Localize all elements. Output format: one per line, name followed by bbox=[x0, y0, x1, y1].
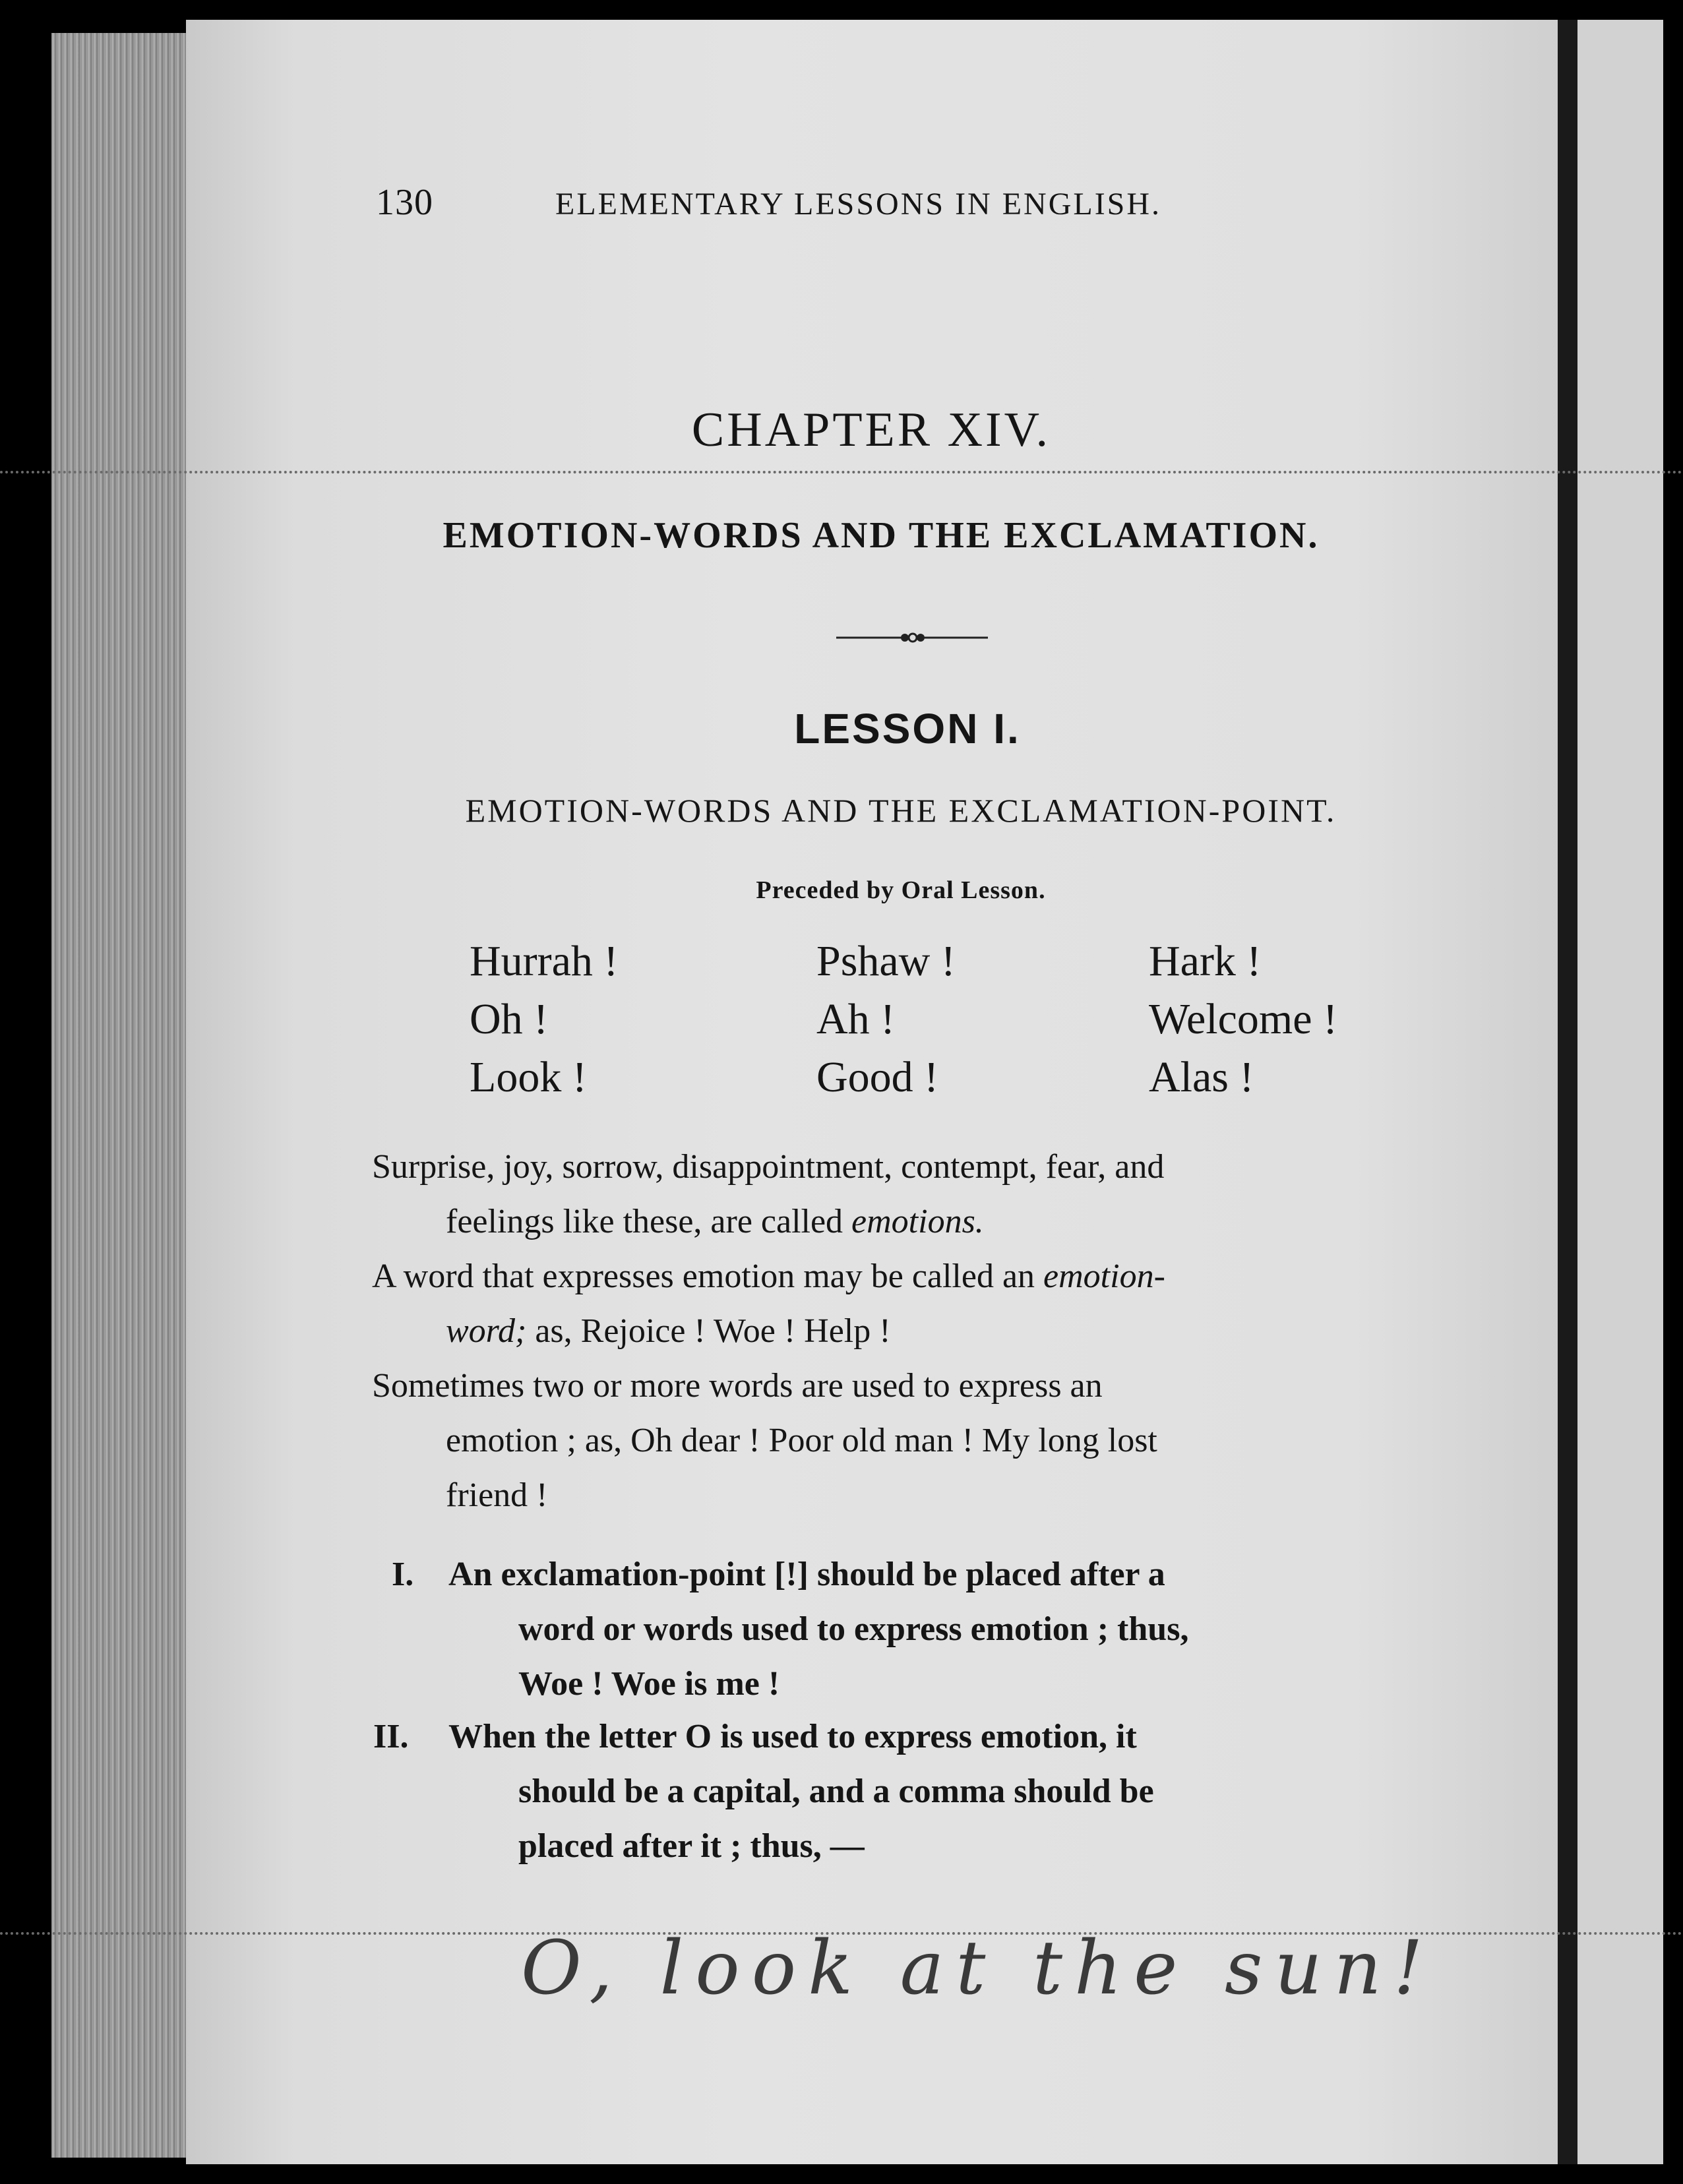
paragraph-text: A word that expresses emotion may be called an bbox=[372, 1258, 1044, 1295]
paragraph-line: emotion ; as, Oh dear ! Poor old man ! My long lost bbox=[446, 1422, 1157, 1459]
example-word: Hurrah ! bbox=[470, 937, 619, 985]
rule-line: placed after it ; thus, — bbox=[518, 1827, 865, 1865]
rule-line: When the letter O is used to express emotion, it bbox=[448, 1718, 1137, 1755]
example-word: Look ! bbox=[470, 1053, 587, 1101]
lesson-note: Preceded by Oral Lesson. bbox=[756, 876, 1046, 904]
example-word: Pshaw ! bbox=[816, 937, 956, 985]
rule-line: Woe ! Woe is me ! bbox=[518, 1665, 780, 1703]
paragraph-line: Surprise, joy, sorrow, disappointment, contempt, fear, and bbox=[372, 1148, 1165, 1186]
paragraph-line: Sometimes two or more words are used to express an bbox=[372, 1367, 1103, 1405]
lesson-title: LESSON I. bbox=[794, 705, 1021, 752]
paragraph-line bbox=[372, 1304, 1434, 1358]
book-gutter bbox=[1558, 20, 1577, 2164]
example-word: Ah ! bbox=[816, 995, 896, 1043]
rule-number: II. bbox=[373, 1718, 409, 1755]
lesson-subtitle: EMOTION-WORDS AND THE EXCLAMATION-POINT. bbox=[465, 792, 1337, 829]
rule-line: An exclamation-point [!] should be placed after a bbox=[448, 1556, 1165, 1593]
rule-line: should be a capital, and a comma should be bbox=[518, 1773, 1154, 1810]
example-word: Hark ! bbox=[1149, 937, 1262, 985]
example-word: Good ! bbox=[816, 1053, 939, 1101]
rule-number: I. bbox=[392, 1556, 414, 1593]
handwritten-example: O, look at the sun! bbox=[521, 1926, 1435, 2011]
paragraph-line bbox=[372, 1249, 1434, 1304]
book-page-edges bbox=[51, 33, 190, 2158]
emphasis-term: word; bbox=[446, 1312, 527, 1350]
example-word: Oh ! bbox=[470, 995, 549, 1043]
paragraph-line: friend ! bbox=[446, 1476, 548, 1514]
ornament-divider bbox=[836, 628, 988, 648]
page-number: 130 bbox=[376, 182, 433, 223]
rule-line: word or words used to express emotion ; thus, bbox=[518, 1610, 1189, 1648]
paragraph-multiple-words bbox=[372, 1358, 1434, 1523]
paragraph-line bbox=[372, 1194, 1434, 1249]
facing-page-edge bbox=[1577, 20, 1663, 2164]
running-head: ELEMENTARY LESSONS IN ENGLISH. bbox=[555, 187, 1162, 222]
scan-artifact-line bbox=[0, 471, 1683, 473]
example-word: Welcome ! bbox=[1149, 995, 1338, 1043]
paragraph-text: feelings like these, are called bbox=[446, 1203, 852, 1240]
chapter-title: CHAPTER XIV. bbox=[691, 403, 1051, 457]
example-word: Alas ! bbox=[1149, 1053, 1254, 1101]
paragraph-emotions-definition bbox=[372, 1139, 1434, 1249]
emphasis-term: emotion- bbox=[1043, 1258, 1165, 1295]
paragraph-text: as, Rejoice ! Woe ! Help ! bbox=[526, 1312, 891, 1350]
chapter-subtitle: EMOTION-WORDS AND THE EXCLAMATION. bbox=[443, 515, 1320, 556]
emphasis-term: emotions. bbox=[851, 1203, 984, 1240]
paragraph-emotion-word bbox=[372, 1249, 1434, 1358]
